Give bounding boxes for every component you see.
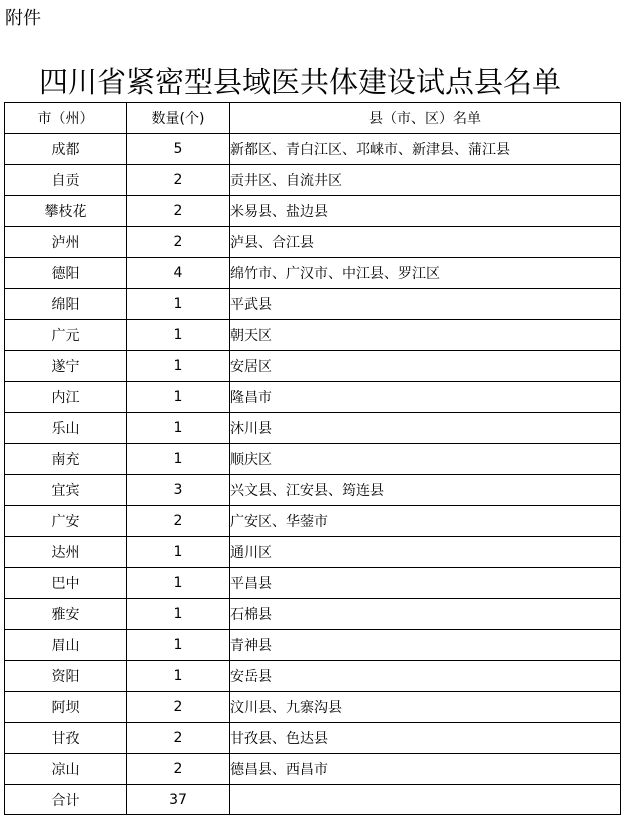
city-cell: 雅安 [5,599,127,630]
table-row [5,475,621,506]
counties-cell: 沐川县 [230,413,621,444]
count-cell: 2 [127,754,230,785]
city-cell: 宜宾 [5,475,127,506]
header-city: 市（州） [5,103,127,134]
count-cell: 2 [127,165,230,196]
count-cell: 1 [127,537,230,568]
count-cell: 1 [127,599,230,630]
city-cell: 甘孜 [5,723,127,754]
counties-cell: 平昌县 [230,568,621,599]
count-cell: 1 [127,289,230,320]
header-count: 数量(个) [127,103,230,134]
total-label-cell: 合计 [5,785,127,815]
table-row [5,289,621,320]
counties-cell: 石棉县 [230,599,621,630]
count-cell: 4 [127,258,230,289]
table-row [5,537,621,568]
counties-cell: 朝天区 [230,320,621,351]
count-cell: 1 [127,630,230,661]
table-row [5,196,621,227]
table-row [5,444,621,475]
counties-cell: 新都区、青白江区、邛崃市、新津县、蒲江县 [230,134,621,165]
table-row [5,351,621,382]
city-cell: 眉山 [5,630,127,661]
counties-cell: 安岳县 [230,661,621,692]
table-row [5,692,621,723]
counties-cell: 贡井区、自流井区 [230,165,621,196]
table-row [5,382,621,413]
city-cell: 阿坝 [5,692,127,723]
attachment-label: 附件 [5,8,41,29]
count-cell: 1 [127,413,230,444]
count-cell: 1 [127,382,230,413]
count-cell: 2 [127,692,230,723]
city-cell: 资阳 [5,661,127,692]
table-row [5,630,621,661]
table-row [5,227,621,258]
total-count-cell: 37 [127,785,230,815]
count-cell: 5 [127,134,230,165]
total-counties-cell [230,785,621,815]
counties-cell: 顺庆区 [230,444,621,475]
count-cell: 1 [127,320,230,351]
table-row [5,165,621,196]
counties-cell: 隆昌市 [230,382,621,413]
counties-cell: 绵竹市、广汉市、中江县、罗江区 [230,258,621,289]
city-cell: 自贡 [5,165,127,196]
city-cell: 南充 [5,444,127,475]
count-cell: 1 [127,444,230,475]
count-cell: 2 [127,196,230,227]
counties-cell: 兴文县、江安县、筠连县 [230,475,621,506]
count-cell: 1 [127,661,230,692]
counties-cell: 甘孜县、色达县 [230,723,621,754]
counties-cell: 泸县、合江县 [230,227,621,258]
counties-cell: 青神县 [230,630,621,661]
city-cell: 内江 [5,382,127,413]
count-cell: 1 [127,351,230,382]
counties-cell: 广安区、华蓥市 [230,506,621,537]
header-counties: 县（市、区）名单 [230,103,621,134]
count-cell: 2 [127,506,230,537]
total-row [5,785,621,815]
city-cell: 遂宁 [5,351,127,382]
city-cell: 绵阳 [5,289,127,320]
table-row [5,320,621,351]
counties-cell: 德昌县、西昌市 [230,754,621,785]
table-body [5,134,621,815]
counties-cell: 汶川县、九寨沟县 [230,692,621,723]
document-title: 四川省紧密型县域医共体建设试点县名单 [38,65,561,99]
city-cell: 凉山 [5,754,127,785]
city-cell: 乐山 [5,413,127,444]
city-cell: 广安 [5,506,127,537]
city-cell: 巴中 [5,568,127,599]
table-row [5,599,621,630]
counties-cell: 通川区 [230,537,621,568]
table-row [5,568,621,599]
table-row [5,506,621,537]
table-row [5,134,621,165]
table-row [5,413,621,444]
pilot-county-table [4,102,621,815]
table-row [5,258,621,289]
counties-cell: 平武县 [230,289,621,320]
city-cell: 成都 [5,134,127,165]
count-cell: 1 [127,568,230,599]
table-header-row [5,103,621,134]
counties-cell: 米易县、盐边县 [230,196,621,227]
table-row [5,754,621,785]
city-cell: 德阳 [5,258,127,289]
table-row [5,661,621,692]
city-cell: 攀枝花 [5,196,127,227]
count-cell: 2 [127,723,230,754]
city-cell: 广元 [5,320,127,351]
count-cell: 2 [127,227,230,258]
city-cell: 达州 [5,537,127,568]
count-cell: 3 [127,475,230,506]
table-row [5,723,621,754]
city-cell: 泸州 [5,227,127,258]
counties-cell: 安居区 [230,351,621,382]
